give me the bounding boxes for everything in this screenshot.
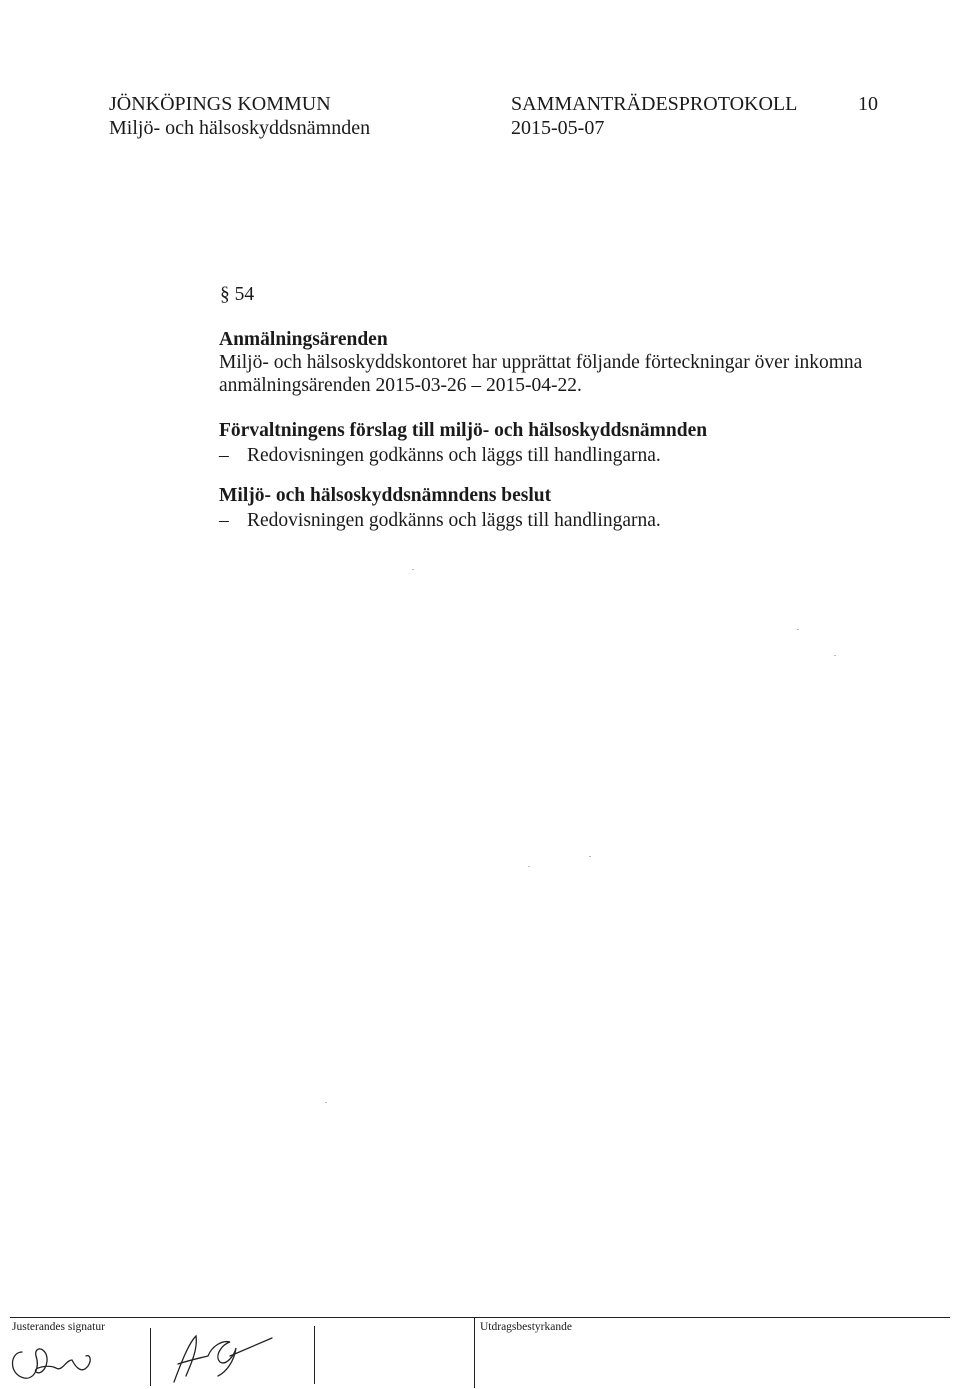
scan-speck [325, 1102, 327, 1103]
page-number: 10 [858, 93, 878, 115]
intro-line-1: Miljö- och hälsoskyddskontoret har upprättat följande förteckningar över inkomna [219, 352, 863, 373]
footer-top-rule [10, 1317, 950, 1318]
scan-speck [528, 866, 530, 867]
list-dash: – [219, 445, 229, 466]
organization-name: JÖNKÖPINGS KOMMUN [109, 93, 331, 115]
certifier-label: Utdragsbestyrkande [480, 1321, 572, 1333]
proposal-heading: Förvaltningens förslag till miljö- och hälsoskyddsnämnden [219, 420, 708, 441]
paragraph-number: § 54 [220, 284, 255, 305]
proposal-item-text: Redovisningen godkänns och läggs till handlingarna. [247, 445, 661, 466]
footer-divider-left [150, 1328, 151, 1386]
intro-line-2: anmälningsärenden 2015-03-26 – 2015-04-22. [219, 375, 582, 396]
decision-heading: Miljö- och hälsoskyddsnämndens beslut [219, 485, 552, 506]
signature-label: Justerandes signatur [12, 1321, 105, 1333]
footer-divider-right [474, 1318, 475, 1388]
proposal-item [219, 443, 661, 469]
footer-divider-mid [314, 1326, 315, 1384]
list-dash: – [219, 510, 229, 531]
scan-speck [412, 569, 414, 570]
decision-item-text: Redovisningen godkänns och läggs till handlingarna. [247, 510, 661, 531]
signature-initials-1 [6, 1338, 106, 1386]
scan-speck [834, 655, 836, 656]
document-type: SAMMANTRÄDESPROTOKOLL [511, 93, 798, 115]
signature-initials-2 [160, 1332, 280, 1388]
committee-name: Miljö- och hälsoskyddsnämnden [109, 117, 371, 139]
decision-item [219, 508, 661, 534]
scan-speck [797, 629, 799, 630]
scan-speck [589, 856, 591, 857]
meeting-date: 2015-05-07 [511, 117, 605, 139]
section-title: Anmälningsärenden [219, 329, 388, 350]
